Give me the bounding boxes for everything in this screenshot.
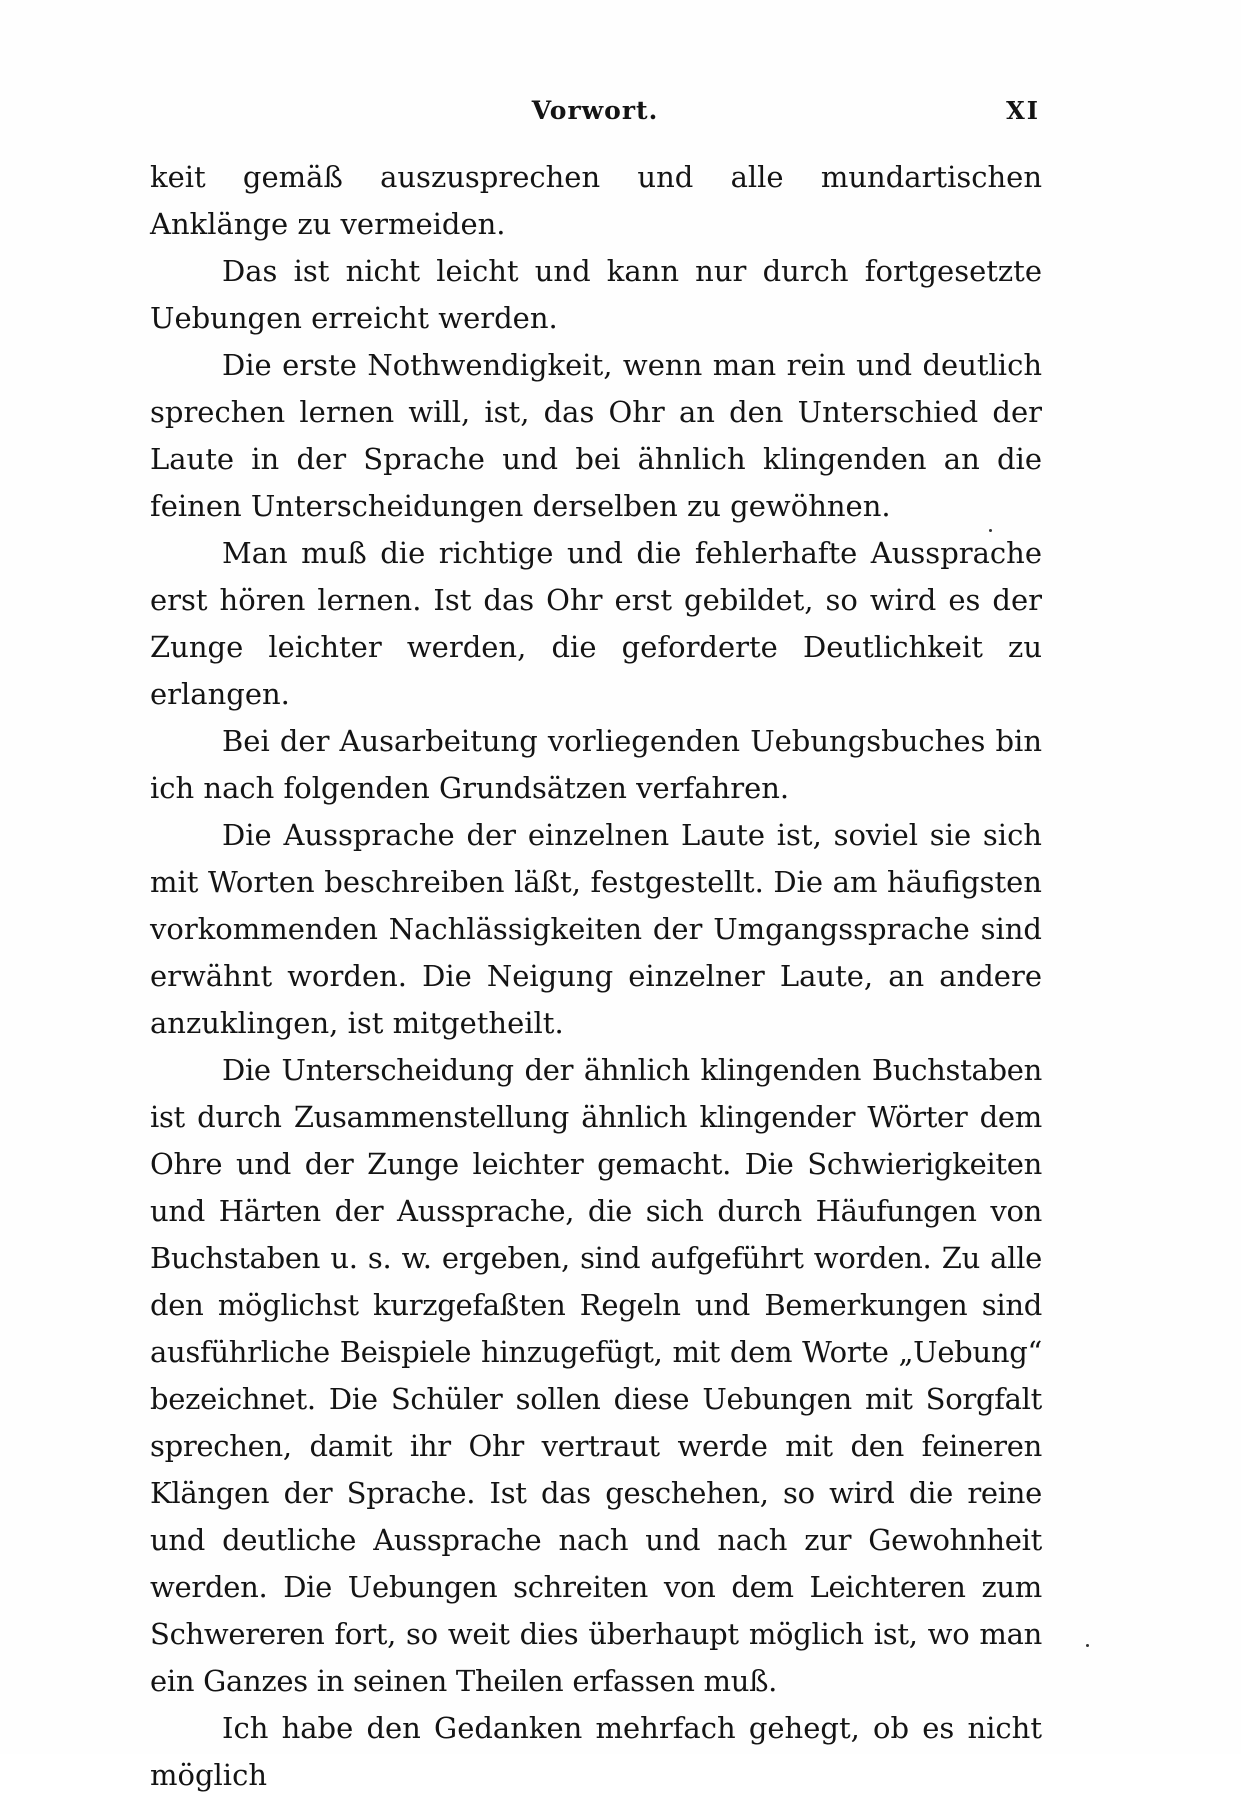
print-speck [989,529,992,532]
page-number: XI [1006,96,1040,125]
running-header [150,96,1040,136]
paragraph-continuation: keit gemäß auszusprechen und alle mundartischen Anklänge zu vermeiden. [150,160,1042,241]
paragraph-continued-next-page: Ich habe den Gedanken mehrfach gehegt, ob es nicht möglich [150,1711,1042,1792]
paragraph: Die erste Nothwendigkeit, wenn man rein und deutlich sprechen lernen will, ist, das Ohr an den Unterschied der Laute in der Sprache und bei ähnlich klingenden an die feinen Unterscheidungen derselben zu gewöhnen. [150,348,1042,523]
paragraph: Die Unterscheidung der ähnlich klingenden Buchstaben ist durch Zusammenstellung ähnlich klingender Wörter dem Ohre und der Zunge leichter gemacht. Die Schwierigkeiten und Härten der Aussprache, die sich durch Häufungen von Buchstaben u. s. w. ergeben, sind aufgeführt worden. Zu alle den möglichst kurzgefaßten Regeln und Bemerkungen sind ausführliche Beispiele hinzugefügt, mit dem Worte „Uebung“ bezeichnet. Die Schüler sollen diese Uebungen mit Sorgfalt sprechen, damit ihr Ohr vertraut werde mit den feineren Klängen der Sprache. Ist das geschehen, so wird die reine und deutliche Aussprache nach und nach zur Gewohnheit werden. Die Uebungen schreiten von dem Leichteren zum Schwereren fort, so weit dies überhaupt möglich ist, wo man ein Ganzes in seinen Theilen erfassen muß. [150,1053,1042,1698]
header-title: Vorwort. [531,96,659,125]
paragraph: Bei der Ausarbeitung vorliegenden Uebungsbuches bin ich nach folgenden Grundsätzen verfahren. [150,724,1042,805]
body-text [150,154,1042,1799]
paragraph: Die Aussprache der einzelnen Laute ist, soviel sie sich mit Worten beschreiben läßt, festgestellt. Die am häufigsten vorkommenden Nachlässigkeiten der Umgangssprache sind erwähnt worden. Die Neigung einzelner Laute, an andere anzuklingen, ist mitgetheilt. [150,818,1042,1040]
paragraph: Man muß die richtige und die fehlerhafte Aussprache erst hören lernen. Ist das Ohr erst gebildet, so wird es der Zunge leichter werden, die geforderte Deutlichkeit zu erlangen. [150,536,1042,711]
paragraph: Das ist nicht leicht und kann nur durch fortgesetzte Uebungen erreicht werden. [150,254,1042,335]
print-speck [1086,1644,1089,1647]
